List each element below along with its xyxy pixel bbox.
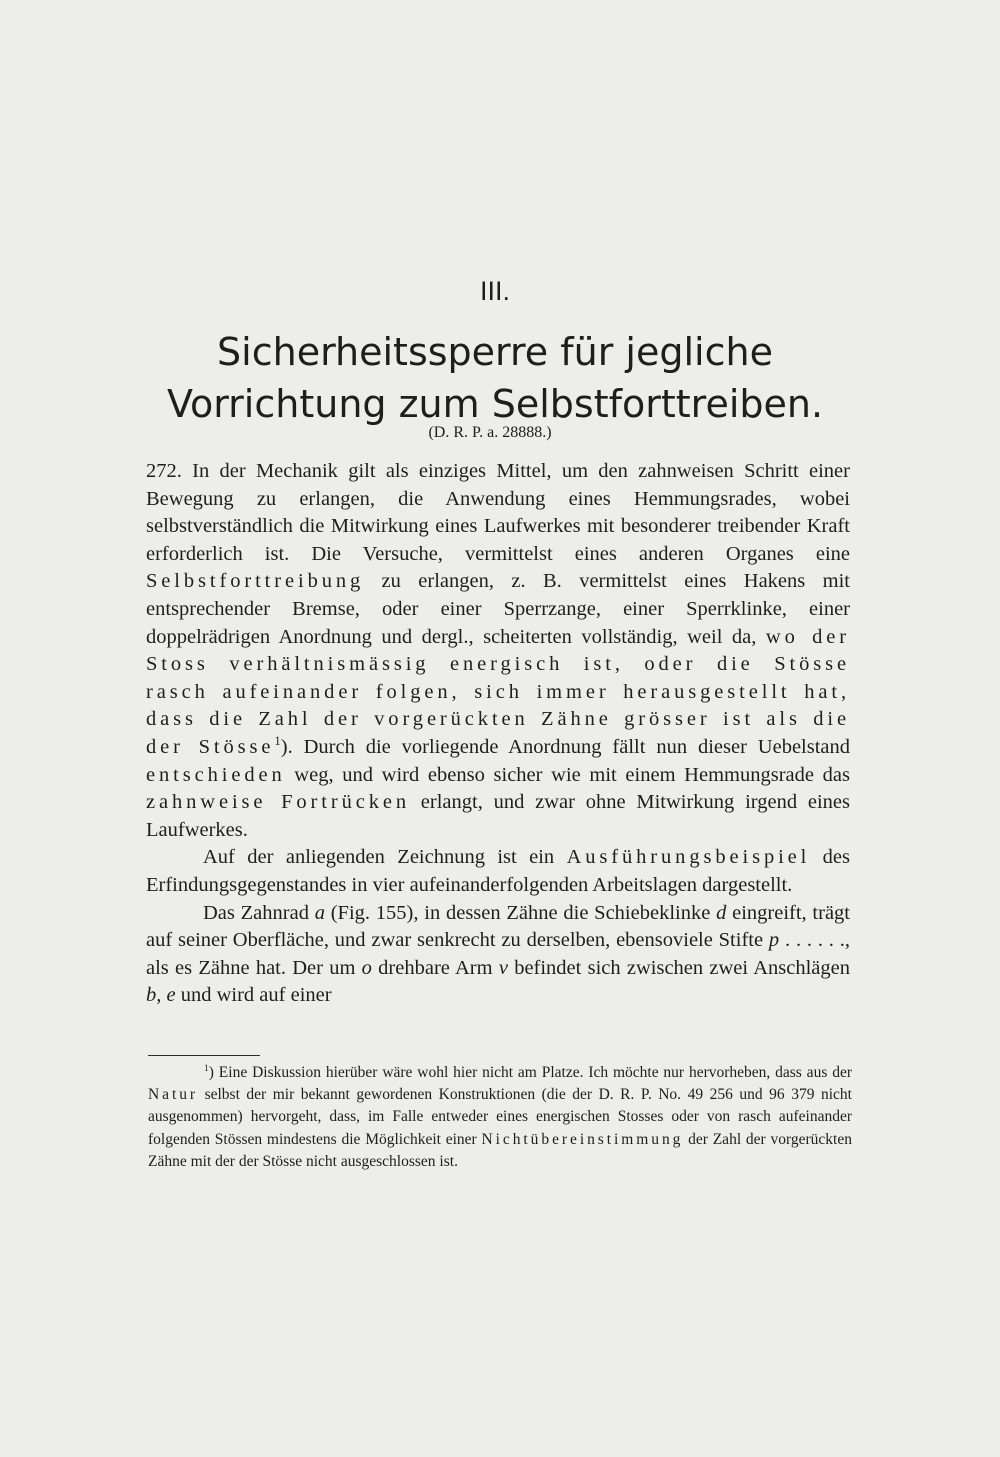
chapter-title-line-1: Sicherheitssperre für jegliche: [217, 330, 773, 374]
paragraph-drawing: [146, 844, 850, 899]
text-run: Auf der anliegenden Zeichnung ist ein: [203, 846, 567, 869]
text-run: . . . . . ., als es Zähne hat. Der um: [146, 929, 850, 979]
text-run: weg, und wird ebenso sicher wie mit einem Hemmungsrade das: [285, 763, 850, 786]
spaced-emphasis: Natur: [148, 1086, 199, 1104]
paragraph-272: [146, 458, 850, 844]
text-run: des Erfindungsgegenstandes in vier aufeinanderfolgenden Arbeitslagen dargestellt.: [146, 846, 850, 896]
footnote-reference: 1: [274, 734, 281, 749]
footnote: [148, 1062, 852, 1173]
text-run: erlangt, und zwar ohne Mitwirkung irgend eines Laufwerkes.: [146, 791, 850, 841]
footnote-mark: 1: [204, 1062, 209, 1074]
paragraph-number: 272.: [146, 460, 182, 482]
spaced-emphasis: entschieden: [146, 763, 286, 786]
footnote-text: [148, 1062, 852, 1173]
variable: o: [361, 956, 372, 979]
spaced-emphasis: zahnweise Fortrücken: [146, 791, 410, 814]
text-run: der Zahl der vorgerückten Zähne mit der der Stösse nicht ausgeschlossen ist.: [148, 1130, 852, 1170]
spaced-emphasis: Nichtübereinstimmung: [481, 1130, 684, 1148]
variable: d: [716, 901, 727, 924]
spaced-emphasis: wo der Stoss verhältnismässig energisch ist, oder die Stösse rasch aufeinander folgen, sich immer herausgestellt hat, dass die Zahl der vorgerückten Zähne grösser ist als die der Stösse: [146, 625, 850, 758]
text-run: eingreift, trägt auf seiner Oberfläche, und zwar senkrecht zu derselben, ebensoviele Stifte: [146, 901, 851, 952]
footnote-divider: [148, 1055, 260, 1056]
chapter-title-line-2: Vorrichtung zum Selbstforttreiben.: [166, 382, 824, 426]
text-run: drehbare Arm: [371, 956, 499, 979]
text-run: selbst der mir bekannt gewordenen Konstruktionen (die der D. R. P. No. 49 256 und 96 379 nicht ausgenommen) hervorgeht, dass, im Falle entweder eines energischen Stosses oder von rasch aufeinander folgenden Stössen mindestens die Möglichkeit einer: [148, 1086, 852, 1148]
spaced-emphasis: Ausführungsbeispiel: [566, 846, 811, 869]
text-run: ). Durch die vorliegende Anordnung fällt nun dieser Uebelstand: [280, 735, 851, 758]
patent-reference: (D. R. P. a. 28888.): [428, 424, 552, 441]
spaced-emphasis: Selbstforttreibung: [146, 570, 365, 593]
body-text: [146, 458, 850, 1010]
variable: b, e: [146, 984, 176, 1007]
text-run: In der Mechanik gilt als einziges Mittel, um den zahnweisen Schritt einer Bewegung zu erlangen, die Anwendung eines Hemmungsrades, wobei selbstverständlich die Mitwirkung eines Laufwerkes mit besonderer treibender Kraft erforderlich ist. Die Versuche, vermittelst eines anderen Organes eine: [146, 460, 850, 565]
text-run: Das Zahnrad: [203, 901, 315, 924]
text-run: befindet sich zwischen zwei Anschlägen: [507, 956, 850, 979]
variable: v: [498, 956, 508, 979]
chapter-number: III.: [479, 276, 510, 306]
paragraph-gear: [146, 900, 850, 1010]
text-run: ) Eine Diskussion hierüber wäre wohl hier nicht am Platze. Ich möchte nur hervorheben, dass aus der: [208, 1064, 852, 1081]
variable: a: [314, 901, 325, 924]
text-run: und wird auf einer: [175, 984, 332, 1007]
text-run: zu erlangen, z. B. vermittelst eines Hakens mit entsprechender Bremse, oder einer Sperrzange, einer Sperrklinke, einer doppelrädrigen Anordnung und dergl., scheiterten vollständig, weil da,: [146, 570, 850, 648]
variable: p: [768, 929, 780, 952]
text-run: (Fig. 155), in dessen Zähne die Schiebeklinke: [324, 901, 717, 924]
